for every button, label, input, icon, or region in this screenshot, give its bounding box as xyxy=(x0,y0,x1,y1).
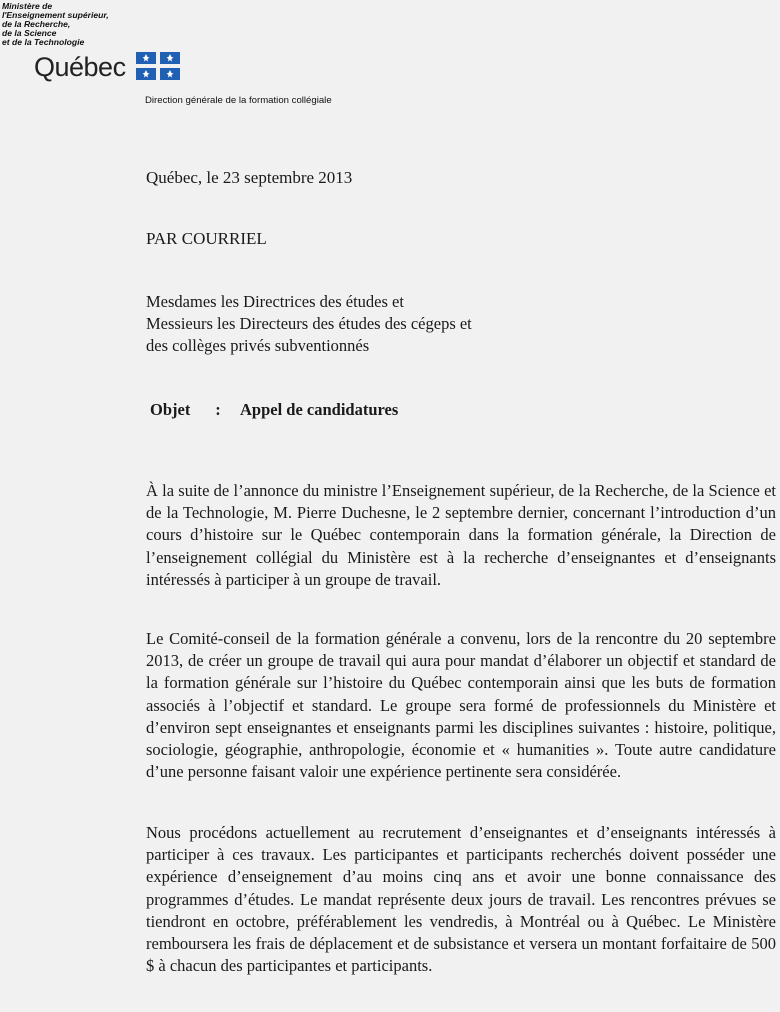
ministry-line: Ministère de xyxy=(2,1,53,11)
recipient-line: des collèges privés subventionnés xyxy=(146,336,370,355)
recipients xyxy=(146,291,472,357)
ministry-line: de la Science xyxy=(2,28,57,38)
paragraph-recruitment: Nous procédons actuellement au recrutement d’enseignantes et d’enseignants intéressés à participer à ces travaux. Les participantes et participants recherchés doivent posséder une expérience d’enseignement d’au moins cinq ans et avoir une bonne connaissance des programmes d’études. Le mandat représente deux jours de travail. Les rencontres prévues se tiendront en octobre, préférablement les vendredis, à Montréal ou à Québec. Le Ministère remboursera les frais de déplacement et de subsistance et versera un montant forfaitaire de 500 $ à chacun des participantes et participants. xyxy=(146,823,776,976)
ministry-line: l'Enseignement supérieur, xyxy=(2,10,109,20)
paragraph-announcement: À la suite de l’annonce du ministre l’Enseignement supérieur, de la Recherche, de la Science et de la Technologie, M. Pierre Duchesne, le 2 septembre dernier, concernant l’introduction d’un cours d’histoire sur le Québec contemporain dans la formation générale, la Direction de l’enseignement collégial du Ministère est à la recherche d’enseignantes et d’enseignants intéressés à participer à un groupe de travail. xyxy=(146,481,776,589)
date-line: Québec, le 23 septembre 2013 xyxy=(146,168,353,187)
paragraph-working-group: Le Comité-conseil de la formation générale a convenu, lors de la rencontre du 20 septembre 2013, de créer un groupe de travail qui aura pour mandat d’élaborer un objectif et standard de la formation générale sur l’histoire du Québec contemporain ainsi que les buts de formation associés à l’objectif et standard. Le groupe sera formé de professionnels du Ministère et d’environ sept enseignantes et enseignants parmi les disciplines suivantes : histoire, politique, sociologie, géographie, anthropologie, économie et « humanities ». Toute autre candidature d’une personne faisant valoir une expérience pertinente sera considérée. xyxy=(146,629,776,782)
quebec-wordmark: Québec xyxy=(34,52,126,82)
recipient-line: Messieurs les Directeurs des études des cégeps et xyxy=(146,314,472,333)
ministry-line: et de la Technologie xyxy=(2,37,85,47)
recipient-line: Mesdames les Directrices des études et xyxy=(146,292,404,311)
subject-label: Objet xyxy=(150,400,191,419)
subject-text: Appel de candidatures xyxy=(240,400,399,419)
ministry-name xyxy=(2,2,109,47)
ministry-line: de la Recherche, xyxy=(2,19,71,29)
direction-name: Direction générale de la formation collégiale xyxy=(145,95,332,106)
subject-line xyxy=(150,400,398,420)
delivery-method: PAR COURRIEL xyxy=(146,229,267,248)
subject-separator: : xyxy=(215,400,221,419)
quebec-flag-icon xyxy=(136,52,180,80)
